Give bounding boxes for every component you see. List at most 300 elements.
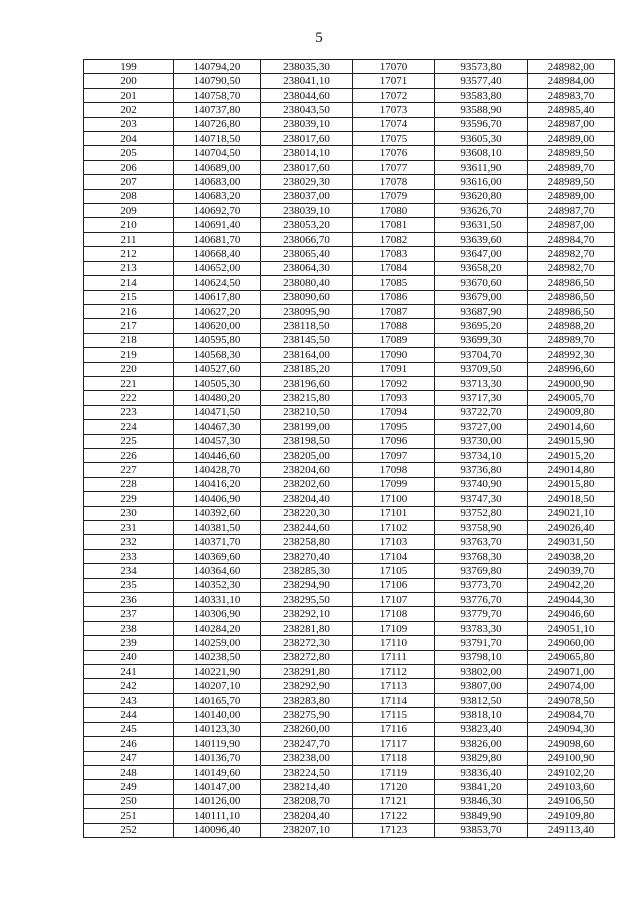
y-coordinate-2-cell: 249021,10 (528, 506, 615, 520)
y-coordinate-2-cell: 249065,80 (528, 650, 615, 664)
point-number-2-cell: 17117 (353, 737, 435, 751)
x-coordinate-2-cell: 93802,00 (435, 665, 528, 679)
x-coordinate-cell: 140794,20 (174, 60, 261, 74)
x-coordinate-cell: 140689,00 (174, 160, 261, 174)
table-row (84, 737, 615, 751)
y-coordinate-2-cell: 249000,90 (528, 376, 615, 390)
x-coordinate-2-cell: 93791,70 (435, 636, 528, 650)
x-coordinate-cell: 140681,70 (174, 232, 261, 246)
y-coordinate-2-cell: 249009,80 (528, 405, 615, 419)
table-row (84, 333, 615, 347)
x-coordinate-2-cell: 93608,10 (435, 146, 528, 160)
x-coordinate-cell: 140683,00 (174, 175, 261, 189)
y-coordinate-cell: 238196,60 (261, 376, 353, 390)
x-coordinate-2-cell: 93747,30 (435, 492, 528, 506)
y-coordinate-cell: 238118,50 (261, 319, 353, 333)
y-coordinate-cell: 238294,90 (261, 578, 353, 592)
x-coordinate-2-cell: 93631,50 (435, 218, 528, 232)
point-number-2-cell: 17080 (353, 204, 435, 218)
point-number-2-cell: 17071 (353, 74, 435, 88)
y-coordinate-cell: 238258,80 (261, 535, 353, 549)
x-coordinate-cell: 140737,80 (174, 103, 261, 117)
coordinates-table (83, 59, 615, 838)
y-coordinate-2-cell: 249042,20 (528, 578, 615, 592)
x-coordinate-cell: 140471,50 (174, 405, 261, 419)
y-coordinate-2-cell: 249014,80 (528, 463, 615, 477)
point-number-cell: 214 (84, 276, 174, 290)
table-row (84, 146, 615, 160)
x-coordinate-2-cell: 93807,00 (435, 679, 528, 693)
x-coordinate-cell: 140617,80 (174, 290, 261, 304)
y-coordinate-2-cell: 248982,70 (528, 261, 615, 275)
x-coordinate-cell: 140381,50 (174, 521, 261, 535)
point-number-2-cell: 17078 (353, 175, 435, 189)
x-coordinate-2-cell: 93812,50 (435, 693, 528, 707)
x-coordinate-2-cell: 93588,90 (435, 103, 528, 117)
x-coordinate-cell: 140123,30 (174, 722, 261, 736)
y-coordinate-cell: 238247,70 (261, 737, 353, 751)
x-coordinate-2-cell: 93763,70 (435, 535, 528, 549)
x-coordinate-2-cell: 93639,60 (435, 232, 528, 246)
x-coordinate-2-cell: 93836,40 (435, 765, 528, 779)
point-number-2-cell: 17107 (353, 593, 435, 607)
table-row (84, 535, 615, 549)
y-coordinate-2-cell: 248982,70 (528, 247, 615, 261)
x-coordinate-2-cell: 93779,70 (435, 607, 528, 621)
point-number-cell: 221 (84, 376, 174, 390)
point-number-cell: 249 (84, 780, 174, 794)
point-number-2-cell: 17097 (353, 448, 435, 462)
y-coordinate-2-cell: 248982,00 (528, 60, 615, 74)
point-number-2-cell: 17084 (353, 261, 435, 275)
x-coordinate-2-cell: 93727,00 (435, 420, 528, 434)
point-number-2-cell: 17098 (353, 463, 435, 477)
x-coordinate-2-cell: 93670,60 (435, 276, 528, 290)
y-coordinate-cell: 238044,60 (261, 88, 353, 102)
x-coordinate-cell: 140284,20 (174, 621, 261, 635)
table-row (84, 521, 615, 535)
table-row (84, 189, 615, 203)
y-coordinate-2-cell: 248987,00 (528, 117, 615, 131)
y-coordinate-cell: 238029,30 (261, 175, 353, 189)
point-number-cell: 226 (84, 448, 174, 462)
point-number-2-cell: 17103 (353, 535, 435, 549)
y-coordinate-cell: 238275,90 (261, 708, 353, 722)
point-number-cell: 199 (84, 60, 174, 74)
y-coordinate-cell: 238145,50 (261, 333, 353, 347)
x-coordinate-2-cell: 93704,70 (435, 348, 528, 362)
x-coordinate-cell: 140692,70 (174, 204, 261, 218)
y-coordinate-2-cell: 248989,70 (528, 333, 615, 347)
x-coordinate-2-cell: 93826,00 (435, 737, 528, 751)
y-coordinate-cell: 238205,00 (261, 448, 353, 462)
x-coordinate-cell: 140505,30 (174, 376, 261, 390)
x-coordinate-2-cell: 93734,10 (435, 448, 528, 462)
y-coordinate-2-cell: 248986,50 (528, 290, 615, 304)
table-row (84, 693, 615, 707)
point-number-cell: 245 (84, 722, 174, 736)
x-coordinate-2-cell: 93687,90 (435, 304, 528, 318)
y-coordinate-cell: 238207,10 (261, 823, 353, 837)
y-coordinate-2-cell: 249113,40 (528, 823, 615, 837)
point-number-2-cell: 17073 (353, 103, 435, 117)
x-coordinate-2-cell: 93577,40 (435, 74, 528, 88)
y-coordinate-cell: 238244,60 (261, 521, 353, 535)
point-number-2-cell: 17119 (353, 765, 435, 779)
point-number-cell: 231 (84, 521, 174, 535)
y-coordinate-cell: 238238,00 (261, 751, 353, 765)
x-coordinate-2-cell: 93818,10 (435, 708, 528, 722)
x-coordinate-cell: 140259,00 (174, 636, 261, 650)
point-number-2-cell: 17102 (353, 521, 435, 535)
point-number-2-cell: 17104 (353, 549, 435, 563)
y-coordinate-2-cell: 249046,60 (528, 607, 615, 621)
y-coordinate-cell: 238260,00 (261, 722, 353, 736)
x-coordinate-2-cell: 93846,30 (435, 794, 528, 808)
table-row (84, 391, 615, 405)
point-number-cell: 227 (84, 463, 174, 477)
point-number-2-cell: 17100 (353, 492, 435, 506)
point-number-2-cell: 17114 (353, 693, 435, 707)
y-coordinate-2-cell: 249078,50 (528, 693, 615, 707)
y-coordinate-cell: 238095,90 (261, 304, 353, 318)
x-coordinate-2-cell: 93798,10 (435, 650, 528, 664)
y-coordinate-cell: 238066,70 (261, 232, 353, 246)
table-row (84, 103, 615, 117)
y-coordinate-2-cell: 248985,40 (528, 103, 615, 117)
x-coordinate-cell: 140126,00 (174, 794, 261, 808)
table-row (84, 160, 615, 174)
x-coordinate-2-cell: 93695,20 (435, 319, 528, 333)
y-coordinate-2-cell: 248987,70 (528, 204, 615, 218)
x-coordinate-cell: 140758,70 (174, 88, 261, 102)
x-coordinate-cell: 140467,30 (174, 420, 261, 434)
x-coordinate-2-cell: 93611,90 (435, 160, 528, 174)
x-coordinate-cell: 140595,80 (174, 333, 261, 347)
y-coordinate-cell: 238204,40 (261, 809, 353, 823)
table-row (84, 578, 615, 592)
point-number-cell: 205 (84, 146, 174, 160)
point-number-2-cell: 17096 (353, 434, 435, 448)
x-coordinate-cell: 140111,10 (174, 809, 261, 823)
y-coordinate-cell: 238281,80 (261, 621, 353, 635)
y-coordinate-2-cell: 249038,20 (528, 549, 615, 563)
point-number-2-cell: 17110 (353, 636, 435, 650)
y-coordinate-2-cell: 249026,40 (528, 521, 615, 535)
table-row (84, 621, 615, 635)
y-coordinate-2-cell: 248986,50 (528, 304, 615, 318)
x-coordinate-2-cell: 93736,80 (435, 463, 528, 477)
point-number-2-cell: 17118 (353, 751, 435, 765)
x-coordinate-2-cell: 93647,00 (435, 247, 528, 261)
point-number-2-cell: 17087 (353, 304, 435, 318)
point-number-2-cell: 17081 (353, 218, 435, 232)
point-number-cell: 232 (84, 535, 174, 549)
point-number-cell: 204 (84, 132, 174, 146)
table-row (84, 751, 615, 765)
point-number-2-cell: 17076 (353, 146, 435, 160)
x-coordinate-2-cell: 93583,80 (435, 88, 528, 102)
point-number-cell: 203 (84, 117, 174, 131)
point-number-2-cell: 17091 (353, 362, 435, 376)
x-coordinate-cell: 140620,00 (174, 319, 261, 333)
y-coordinate-2-cell: 249005,70 (528, 391, 615, 405)
y-coordinate-cell: 238035,30 (261, 60, 353, 74)
table-row (84, 506, 615, 520)
y-coordinate-2-cell: 249051,10 (528, 621, 615, 635)
point-number-2-cell: 17083 (353, 247, 435, 261)
point-number-cell: 212 (84, 247, 174, 261)
y-coordinate-cell: 238202,60 (261, 477, 353, 491)
table-row (84, 434, 615, 448)
point-number-2-cell: 17101 (353, 506, 435, 520)
y-coordinate-cell: 238080,40 (261, 276, 353, 290)
y-coordinate-2-cell: 249103,60 (528, 780, 615, 794)
point-number-2-cell: 17074 (353, 117, 435, 131)
x-coordinate-cell: 140624,50 (174, 276, 261, 290)
x-coordinate-cell: 140369,60 (174, 549, 261, 563)
y-coordinate-2-cell: 248987,00 (528, 218, 615, 232)
table-row (84, 132, 615, 146)
point-number-cell: 236 (84, 593, 174, 607)
point-number-cell: 238 (84, 621, 174, 635)
table-row (84, 549, 615, 563)
table-row (84, 564, 615, 578)
y-coordinate-2-cell: 248984,00 (528, 74, 615, 88)
point-number-cell: 237 (84, 607, 174, 621)
y-coordinate-2-cell: 249071,00 (528, 665, 615, 679)
table-row (84, 60, 615, 74)
table-row (84, 636, 615, 650)
y-coordinate-2-cell: 248989,00 (528, 132, 615, 146)
y-coordinate-cell: 238292,10 (261, 607, 353, 621)
y-coordinate-2-cell: 249094,30 (528, 722, 615, 736)
y-coordinate-2-cell: 249109,80 (528, 809, 615, 823)
y-coordinate-cell: 238215,80 (261, 391, 353, 405)
table-row (84, 607, 615, 621)
point-number-2-cell: 17090 (353, 348, 435, 362)
x-coordinate-2-cell: 93758,90 (435, 521, 528, 535)
table-row (84, 175, 615, 189)
point-number-2-cell: 17093 (353, 391, 435, 405)
y-coordinate-2-cell: 249015,20 (528, 448, 615, 462)
table-row (84, 420, 615, 434)
point-number-cell: 200 (84, 74, 174, 88)
x-coordinate-cell: 140457,30 (174, 434, 261, 448)
x-coordinate-cell: 140136,70 (174, 751, 261, 765)
point-number-cell: 234 (84, 564, 174, 578)
table-row (84, 448, 615, 462)
y-coordinate-cell: 238185,20 (261, 362, 353, 376)
table-row (84, 780, 615, 794)
y-coordinate-cell: 238064,30 (261, 261, 353, 275)
y-coordinate-2-cell: 248988,20 (528, 319, 615, 333)
y-coordinate-cell: 238208,70 (261, 794, 353, 808)
y-coordinate-cell: 238210,50 (261, 405, 353, 419)
point-number-2-cell: 17122 (353, 809, 435, 823)
x-coordinate-cell: 140207,10 (174, 679, 261, 693)
x-coordinate-2-cell: 93829,80 (435, 751, 528, 765)
x-coordinate-2-cell: 93616,00 (435, 175, 528, 189)
y-coordinate-cell: 238204,40 (261, 492, 353, 506)
point-number-cell: 242 (84, 679, 174, 693)
y-coordinate-cell: 238214,40 (261, 780, 353, 794)
point-number-2-cell: 17086 (353, 290, 435, 304)
point-number-cell: 224 (84, 420, 174, 434)
table-row (84, 247, 615, 261)
point-number-2-cell: 17099 (353, 477, 435, 491)
table-row (84, 708, 615, 722)
table-row (84, 218, 615, 232)
y-coordinate-2-cell: 249044,30 (528, 593, 615, 607)
point-number-2-cell: 17072 (353, 88, 435, 102)
point-number-2-cell: 17116 (353, 722, 435, 736)
point-number-2-cell: 17105 (353, 564, 435, 578)
point-number-2-cell: 17077 (353, 160, 435, 174)
point-number-cell: 228 (84, 477, 174, 491)
x-coordinate-cell: 140221,90 (174, 665, 261, 679)
y-coordinate-cell: 238285,30 (261, 564, 353, 578)
x-coordinate-cell: 140306,90 (174, 607, 261, 621)
point-number-2-cell: 17088 (353, 319, 435, 333)
coordinates-table-body (84, 60, 615, 838)
y-coordinate-2-cell: 248986,50 (528, 276, 615, 290)
point-number-cell: 215 (84, 290, 174, 304)
x-coordinate-2-cell: 93699,30 (435, 333, 528, 347)
y-coordinate-cell: 238017,60 (261, 160, 353, 174)
point-number-2-cell: 17106 (353, 578, 435, 592)
point-number-cell: 250 (84, 794, 174, 808)
point-number-cell: 246 (84, 737, 174, 751)
table-row (84, 319, 615, 333)
table-row (84, 290, 615, 304)
x-coordinate-cell: 140406,90 (174, 492, 261, 506)
table-row (84, 88, 615, 102)
point-number-cell: 241 (84, 665, 174, 679)
point-number-cell: 209 (84, 204, 174, 218)
x-coordinate-cell: 140527,60 (174, 362, 261, 376)
x-coordinate-cell: 140371,70 (174, 535, 261, 549)
point-number-2-cell: 17070 (353, 60, 435, 74)
point-number-cell: 225 (84, 434, 174, 448)
y-coordinate-cell: 238014,10 (261, 146, 353, 160)
y-coordinate-cell: 238090,60 (261, 290, 353, 304)
x-coordinate-cell: 140652,00 (174, 261, 261, 275)
table-row (84, 362, 615, 376)
x-coordinate-cell: 140392,60 (174, 506, 261, 520)
point-number-cell: 251 (84, 809, 174, 823)
y-coordinate-cell: 238065,40 (261, 247, 353, 261)
x-coordinate-2-cell: 93768,30 (435, 549, 528, 563)
table-row (84, 74, 615, 88)
point-number-2-cell: 17082 (353, 232, 435, 246)
x-coordinate-2-cell: 93620,80 (435, 189, 528, 203)
table-row (84, 492, 615, 506)
point-number-2-cell: 17113 (353, 679, 435, 693)
y-coordinate-cell: 238272,80 (261, 650, 353, 664)
x-coordinate-cell: 140331,10 (174, 593, 261, 607)
x-coordinate-2-cell: 93769,80 (435, 564, 528, 578)
x-coordinate-cell: 140683,20 (174, 189, 261, 203)
point-number-2-cell: 17111 (353, 650, 435, 664)
point-number-2-cell: 17079 (353, 189, 435, 203)
y-coordinate-2-cell: 249015,80 (528, 477, 615, 491)
x-coordinate-cell: 140165,70 (174, 693, 261, 707)
y-coordinate-2-cell: 249018,50 (528, 492, 615, 506)
table-row (84, 650, 615, 664)
point-number-2-cell: 17123 (353, 823, 435, 837)
x-coordinate-cell: 140568,30 (174, 348, 261, 362)
point-number-cell: 244 (84, 708, 174, 722)
point-number-2-cell: 17121 (353, 794, 435, 808)
y-coordinate-2-cell: 249015,90 (528, 434, 615, 448)
point-number-cell: 240 (84, 650, 174, 664)
y-coordinate-cell: 238164,00 (261, 348, 353, 362)
x-coordinate-cell: 140096,40 (174, 823, 261, 837)
y-coordinate-cell: 238041,10 (261, 74, 353, 88)
y-coordinate-cell: 238199,00 (261, 420, 353, 434)
y-coordinate-2-cell: 248983,70 (528, 88, 615, 102)
point-number-cell: 218 (84, 333, 174, 347)
table-row (84, 405, 615, 419)
x-coordinate-2-cell: 93605,30 (435, 132, 528, 146)
table-row (84, 765, 615, 779)
y-coordinate-cell: 238220,30 (261, 506, 353, 520)
point-number-cell: 229 (84, 492, 174, 506)
y-coordinate-cell: 238272,30 (261, 636, 353, 650)
x-coordinate-cell: 140352,30 (174, 578, 261, 592)
y-coordinate-cell: 238283,80 (261, 693, 353, 707)
y-coordinate-2-cell: 248984,70 (528, 232, 615, 246)
point-number-cell: 239 (84, 636, 174, 650)
table-row (84, 823, 615, 837)
x-coordinate-2-cell: 93596,70 (435, 117, 528, 131)
x-coordinate-2-cell: 93841,20 (435, 780, 528, 794)
point-number-cell: 220 (84, 362, 174, 376)
y-coordinate-cell: 238295,50 (261, 593, 353, 607)
y-coordinate-cell: 238043,50 (261, 103, 353, 117)
y-coordinate-2-cell: 248989,00 (528, 189, 615, 203)
point-number-cell: 219 (84, 348, 174, 362)
point-number-cell: 248 (84, 765, 174, 779)
y-coordinate-cell: 238224,50 (261, 765, 353, 779)
y-coordinate-cell: 238198,50 (261, 434, 353, 448)
page-number: 5 (315, 30, 323, 46)
x-coordinate-cell: 140149,60 (174, 765, 261, 779)
point-number-cell: 235 (84, 578, 174, 592)
point-number-2-cell: 17085 (353, 276, 435, 290)
x-coordinate-2-cell: 93730,00 (435, 434, 528, 448)
y-coordinate-cell: 238039,10 (261, 204, 353, 218)
y-coordinate-2-cell: 249106,50 (528, 794, 615, 808)
table-row (84, 665, 615, 679)
x-coordinate-2-cell: 93849,90 (435, 809, 528, 823)
x-coordinate-cell: 140147,00 (174, 780, 261, 794)
point-number-2-cell: 17112 (353, 665, 435, 679)
table-row (84, 463, 615, 477)
point-number-2-cell: 17115 (353, 708, 435, 722)
point-number-cell: 223 (84, 405, 174, 419)
point-number-cell: 217 (84, 319, 174, 333)
x-coordinate-cell: 140364,60 (174, 564, 261, 578)
x-coordinate-cell: 140627,20 (174, 304, 261, 318)
point-number-2-cell: 17094 (353, 405, 435, 419)
y-coordinate-2-cell: 249039,70 (528, 564, 615, 578)
y-coordinate-2-cell: 249074,00 (528, 679, 615, 693)
x-coordinate-cell: 140704,50 (174, 146, 261, 160)
point-number-cell: 230 (84, 506, 174, 520)
x-coordinate-2-cell: 93783,30 (435, 621, 528, 635)
